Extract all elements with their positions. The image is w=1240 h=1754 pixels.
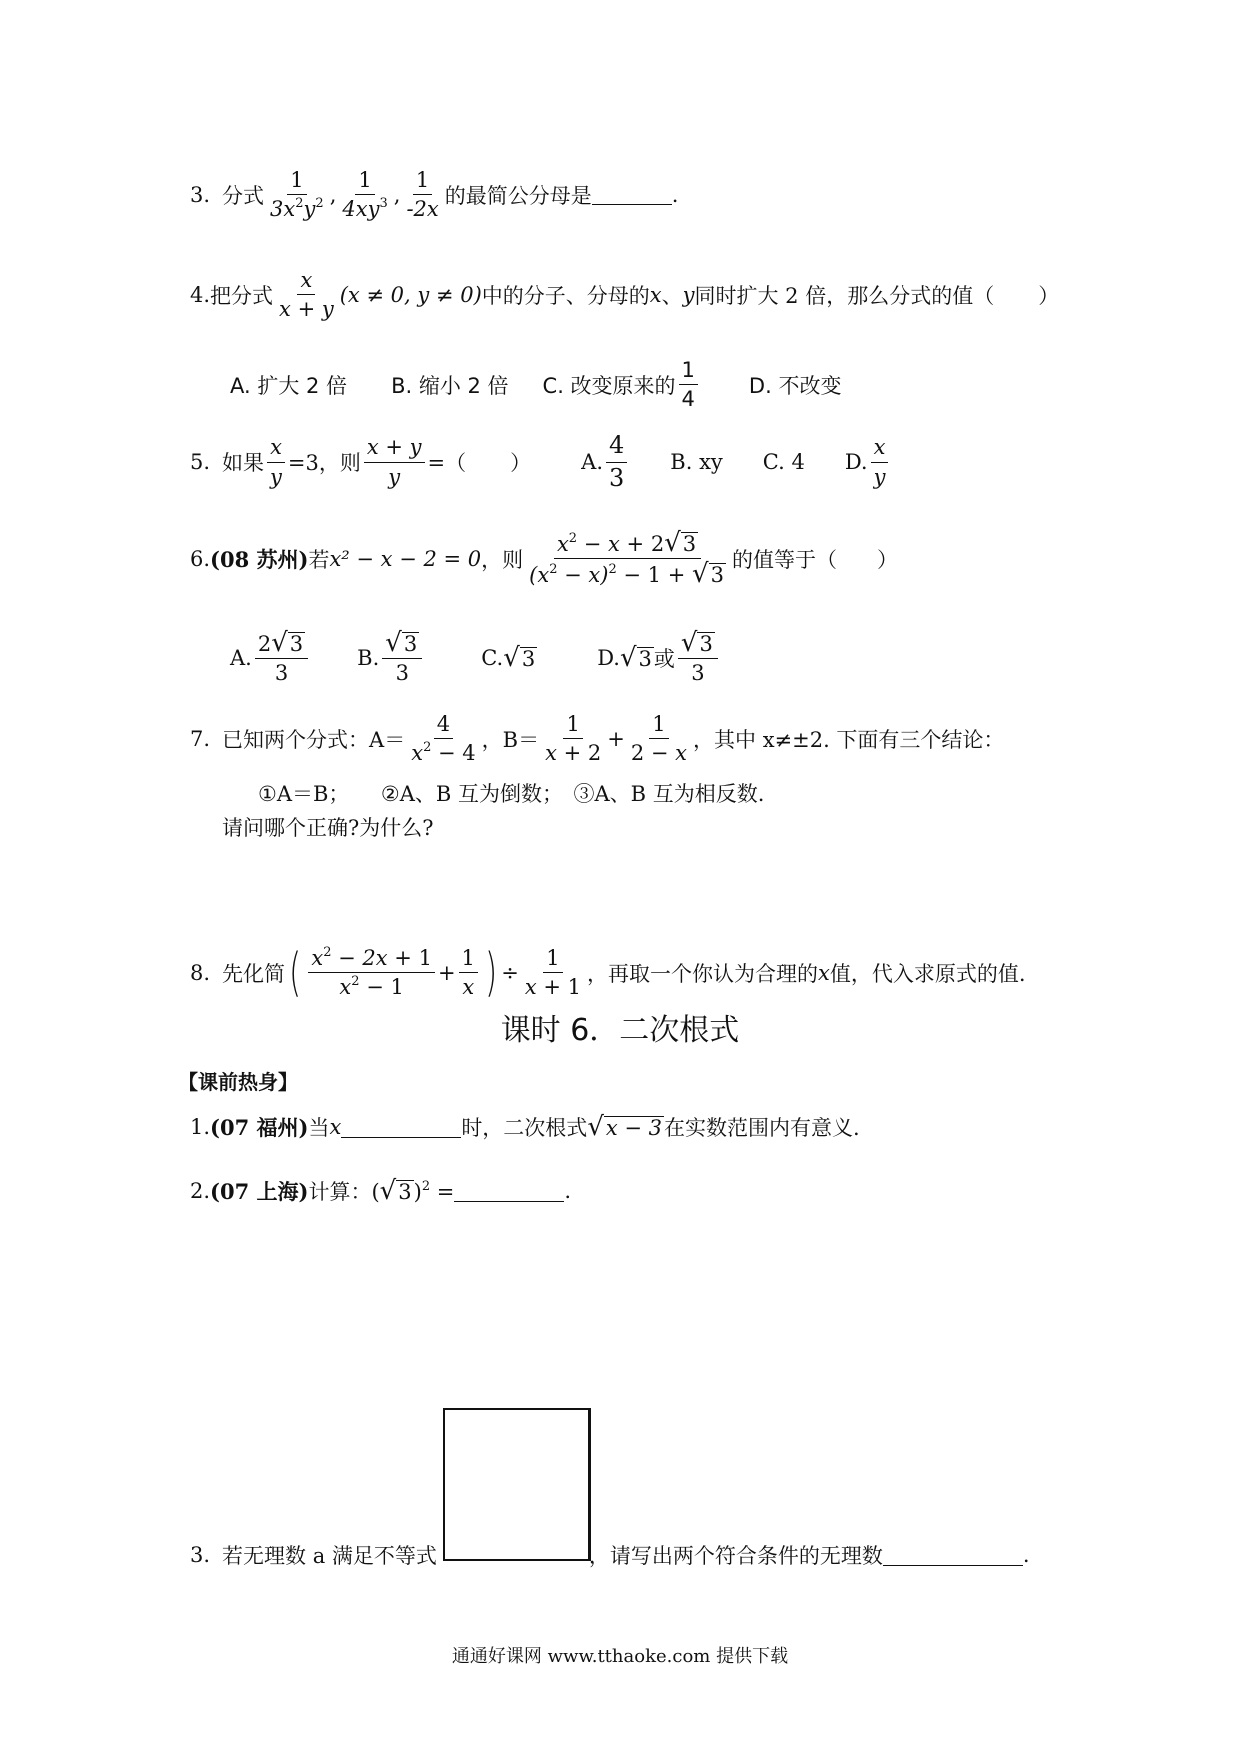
question-7-conclusions [258, 778, 764, 808]
question-text: ，再取一个你认为合理的 [586, 961, 818, 986]
fraction: $\frac{1}{x + 2}$ [545, 712, 602, 766]
question-text: 如果 [222, 451, 265, 476]
question-text: 分式 [222, 183, 265, 208]
question-text: 计算： [308, 1180, 372, 1204]
fraction: $\frac{1}{4xy^3}$ [342, 168, 388, 222]
option-d[interactable]: D. [844, 450, 868, 475]
question-3: 3. 分式 $\frac{1}{3x^2y^2}$ , $\frac{1}{4xy^3}$ , $\frac{1}{-2x}$ 的最简公分母是 . [190, 168, 679, 222]
question-number: 5. [190, 450, 211, 475]
option-d[interactable]: D. 不改变 [748, 373, 842, 398]
question-text: ，B＝ [481, 727, 540, 752]
question-text: 在实数范围内有意义. [664, 1116, 860, 1140]
option-d[interactable]: D. [597, 645, 620, 670]
question-number: 1. [190, 1115, 211, 1139]
question-text: =（ [427, 451, 467, 476]
footer-text: 通通好课网 www.tthaoke.com 提供下载 [451, 1646, 789, 1667]
question-number: 3. [190, 182, 211, 207]
question-text: 的最简公分母是 [444, 183, 592, 208]
question-text: 当 [308, 1116, 330, 1140]
close-paren: ） [1038, 283, 1060, 308]
question-text: 把分式 [210, 283, 274, 308]
question-number: 3. [190, 1543, 211, 1567]
question-number: 6. [190, 546, 211, 571]
fraction: $x^2 - x + 2$ √ 3 $(x^2 - x)^2 - 1$ + √ 3 [529, 528, 724, 590]
question-5 [190, 432, 891, 492]
warmup-1: 1. (07 福州) 当 x 时，二次根式 √ x − 3 在实数范围内有意义. [190, 1112, 860, 1142]
option-a[interactable]: A. 扩大 2 倍 [230, 373, 348, 398]
lesson-heading: 课时 6．二次根式 [500, 1013, 740, 1048]
source-tag: (07 福州) [210, 1115, 309, 1140]
question-number: 4. [190, 282, 211, 307]
fraction: $\frac{1}{x}$ [459, 946, 478, 999]
fraction: $\frac{1}{2 - x}$ [630, 712, 688, 766]
fraction: $\frac{1}{-2x}$ [406, 168, 439, 222]
fraction: $\frac{4}{3}$ [606, 432, 627, 492]
answer-blank[interactable] [592, 184, 672, 205]
period: . [1022, 1543, 1030, 1567]
fraction: $\frac{x^2 - 2x + 1}{x^2 - 1}$ [308, 946, 435, 999]
conclusions-text: ①A＝B； ②A、B 互为倒数； ③A、B 互为相反数. [258, 782, 765, 806]
sqrt-3: √ 3 [619, 642, 652, 673]
answer-blank[interactable] [454, 1181, 564, 1202]
close-paren: ） [876, 547, 898, 572]
question-6-options [230, 630, 721, 685]
answer-blank[interactable] [883, 1545, 1023, 1566]
source-tag: (08 苏州) [210, 546, 309, 572]
option-a[interactable]: A. [230, 645, 252, 670]
fraction: $\frac{x}{y}$ [871, 435, 889, 488]
fraction: √ 3 3 [382, 630, 422, 685]
question-8: 8. 先化简 ( $\frac{x^2 - 2x + 1}{x^2 - 1}$ + $\frac{1}{x}$ ) ÷ $\frac{1}{x + 1}$ ，再取一个你认为合理的 x 值，代入求原式的值. [190, 942, 1026, 1003]
inequality-image-box [443, 1408, 591, 1561]
period: . [564, 1179, 572, 1203]
question-7-prompt [222, 812, 434, 842]
question-text: 同时扩大 2 倍，那么分式的值（ [694, 283, 995, 308]
section-title: 【课前热身】 [178, 1070, 298, 1094]
question-text: 的值等于（ [731, 547, 837, 572]
sqrt-expression: √ x − 3 [587, 1112, 663, 1142]
question-text: =3，则 [287, 451, 361, 476]
question-text: 已知两个分式：A＝ [222, 727, 406, 752]
question-text: ，请写出两个符合条件的无理数 [588, 1544, 883, 1568]
question-text: 先化简 [222, 961, 286, 986]
question-text: 值，代入求原式的值. [829, 961, 1026, 986]
or-text: 或 [653, 646, 675, 671]
question-7: 7. 已知两个分式：A＝ $\frac{4}{x^2 - 4}$ ，B＝ $\frac{1}{x + 2}$ + $\frac{1}{2 - x}$ ，其中 x≠±2. 下面有三个结论： [190, 712, 1005, 766]
question-number: 8. [190, 960, 211, 985]
question-number: 7. [190, 726, 211, 751]
answer-blank[interactable] [341, 1117, 461, 1138]
option-b[interactable]: B. 缩小 2 倍 [391, 373, 509, 398]
question-text: 时，二次根式 [461, 1116, 588, 1140]
fraction: $\frac{x}{y}$ [267, 435, 285, 488]
question-text: ，其中 x≠±2. 下面有三个结论： [693, 727, 1005, 752]
option-b[interactable]: B. xy [670, 450, 723, 475]
fraction: $\frac{x + y}{y}$ [364, 435, 425, 488]
sqrt-3: √ 3 [503, 642, 536, 673]
question-text: 若 [308, 547, 330, 572]
question-4-options [230, 358, 841, 411]
fraction: √ 3 3 [678, 630, 718, 685]
question-6 [190, 528, 898, 590]
question-number: 2. [190, 1179, 211, 1203]
fraction: $\frac{1}{4}$ [679, 358, 698, 411]
option-b[interactable]: B. [357, 645, 380, 670]
prompt-text: 请问哪个正确?为什么? [222, 816, 434, 840]
option-c[interactable]: C. 改变原来的 [542, 373, 676, 398]
warmup-3 [190, 1540, 1030, 1570]
equation: x² − x − 2 = 0 [329, 546, 482, 571]
fraction: $\frac{4}{x^2 - 4}$ [411, 712, 476, 766]
option-c[interactable]: C. [481, 645, 504, 670]
question-text: 若无理数 a 满足不等式 [222, 1544, 437, 1568]
condition: (x ≠ 0, y ≠ 0) [339, 282, 482, 307]
close-paren: ） [510, 451, 532, 476]
period: . [671, 182, 679, 207]
question-text: 中的分子、分母的 [481, 283, 650, 308]
fraction: $\frac{1}{x + 1}$ [524, 946, 581, 1000]
fraction: 2 √ 3 3 [255, 630, 308, 685]
option-a[interactable]: A. [581, 450, 603, 475]
source-tag: (07 上海) [210, 1179, 309, 1204]
warmup-2: 2. (07 上海) 计算： ( √ 3 )$^2$ = . [190, 1176, 572, 1206]
fraction: $\frac{x}{x + y}$ [279, 268, 334, 322]
question-4: 4. 把分式 $\frac{x}{x + y}$ (x ≠ 0, y ≠ 0) 中的分子、分母的 x 、 y 同时扩大 2 倍，那么分式的值（ ） [190, 268, 1060, 322]
option-c[interactable]: C. 4 [762, 450, 805, 475]
question-text: ，则 [481, 547, 524, 572]
fraction: $\frac{1}{3x^2y^2}$ [270, 168, 324, 222]
